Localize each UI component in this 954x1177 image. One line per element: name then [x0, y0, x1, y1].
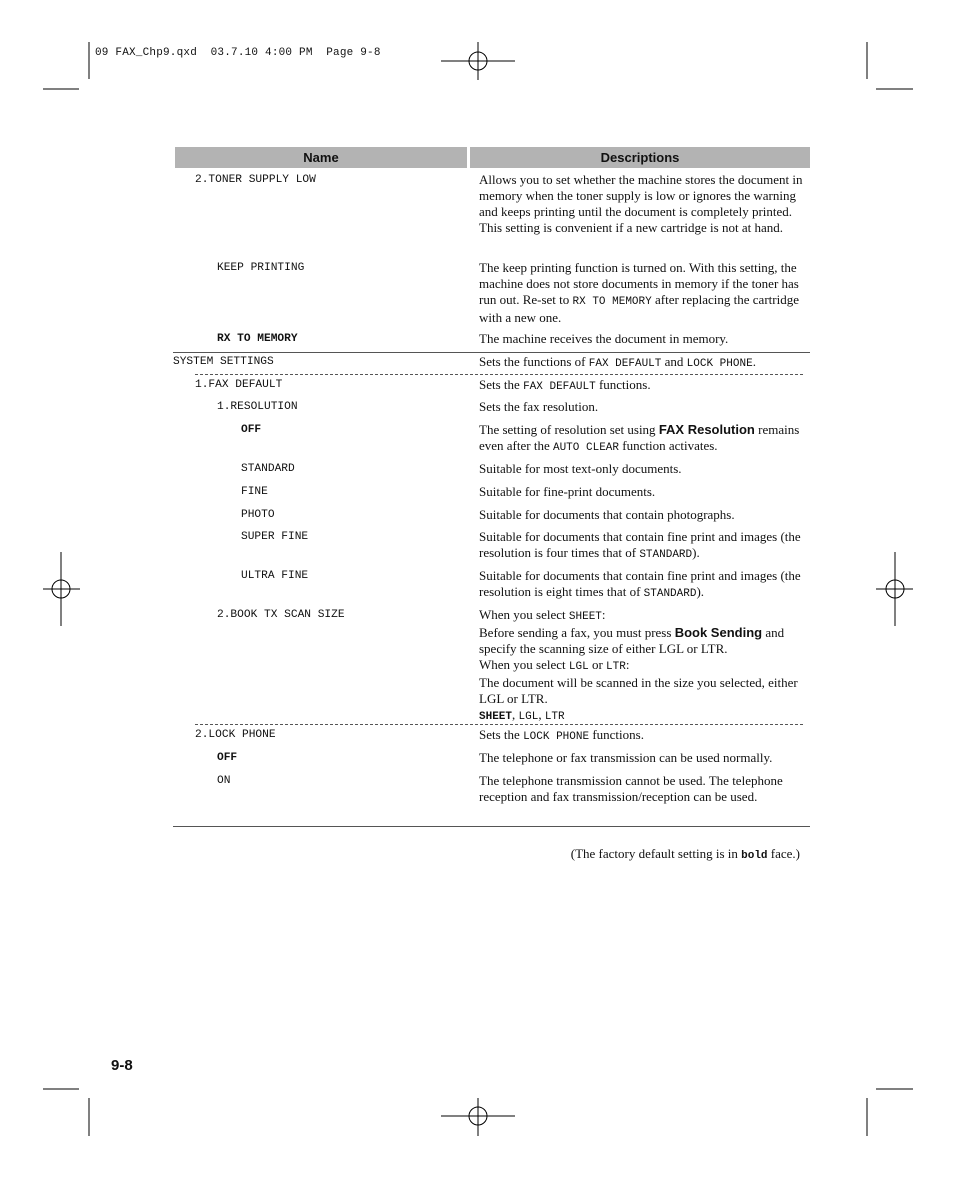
row-desc-resolution: Sets the fax resolution. — [479, 399, 599, 414]
row-desc-photo: Suitable for documents that contain photographs. — [479, 507, 735, 522]
row-name-toner-supply-low: 2.TONER SUPPLY LOW — [195, 174, 316, 186]
header-descriptions: Descriptions — [470, 147, 810, 168]
row-name-standard: STANDARD — [241, 463, 295, 475]
row-desc-resolution-off: The setting of resolution set using FAX Resolution remains even after the AUTO CLEAR function activates. — [479, 422, 800, 454]
header-name: Name — [175, 147, 467, 168]
row-name-rx-to-memory: RX TO MEMORY — [217, 333, 298, 345]
registration-mark-bottom — [441, 1098, 515, 1136]
row-name-ultra-fine: ULTRA FINE — [241, 570, 309, 582]
row-name-lock-phone: 2.LOCK PHONE — [195, 729, 276, 741]
row-desc-lock-on: The telephone transmission cannot be used. The telephone reception and fax transmission/reception can be used. — [479, 773, 783, 804]
row-name-keep-printing: KEEP PRINTING — [217, 262, 305, 274]
row-desc-ultra-fine: Suitable for documents that contain fine print and images (the resolution is eight times that of STANDARD). — [479, 568, 801, 600]
page-number: 9-8 — [111, 1057, 133, 1074]
row-desc-lock-phone: Sets the LOCK PHONE functions. — [479, 727, 644, 743]
footnote: (The factory default setting is in bold face.) — [570, 846, 800, 862]
row-desc-toner-supply-low: Allows you to set whether the machine stores the document in memory when the toner supply is low or ignores the warning and keeps printing until the document is completely printed. This setting is convenient if a new cartridge is not at hand. — [479, 172, 803, 235]
table-bottom-rule — [173, 826, 810, 827]
row-name-lock-on: ON — [217, 775, 231, 787]
row-name-lock-off: OFF — [217, 752, 238, 764]
row-name-system-settings: SYSTEM SETTINGS — [173, 356, 274, 368]
row-desc-book-tx-scan-size: When you select SHEET: Before sending a fax, you must press Book Sending and specify the scanning size of either LGL or LTR. When you select LGL or LTR: The document will be scanned in the size you selected, either LGL or LTR. SHEET, LGL, LTR — [479, 607, 798, 723]
registration-mark-right — [876, 552, 913, 626]
row-desc-standard: Suitable for most text-only documents. — [479, 461, 682, 476]
dashed-divider — [195, 724, 803, 725]
file-slug: 09 FAX_Chp9.qxd 03.7.10 4:00 PM Page 9-8 — [95, 47, 381, 59]
row-desc-system-settings: Sets the functions of FAX DEFAULT and LOCK PHONE. — [479, 354, 756, 370]
row-desc-keep-printing: The keep printing function is turned on. With this setting, the machine does not store documents in memory if the toner has run out. Re-set to RX TO MEMORY after replacing the cartridge with a new one. — [479, 260, 799, 325]
row-desc-lock-off: The telephone or fax transmission can be used normally. — [479, 750, 773, 765]
registration-mark-top — [441, 42, 515, 80]
dashed-divider — [195, 374, 803, 375]
row-desc-fine: Suitable for fine-print documents. — [479, 484, 656, 499]
row-desc-fax-default: Sets the FAX DEFAULT functions. — [479, 377, 651, 393]
row-desc-super-fine: Suitable for documents that contain fine print and images (the resolution is four times that of STANDARD). — [479, 529, 801, 561]
row-name-photo: PHOTO — [241, 509, 275, 521]
row-name-super-fine: SUPER FINE — [241, 531, 309, 543]
row-name-fax-default: 1.FAX DEFAULT — [195, 379, 283, 391]
registration-mark-left — [43, 552, 80, 626]
row-name-resolution: 1.RESOLUTION — [217, 401, 298, 413]
row-name-book-tx-scan-size: 2.BOOK TX SCAN SIZE — [217, 609, 345, 621]
row-name-fine: FINE — [241, 486, 268, 498]
row-desc-rx-to-memory: The machine receives the document in memory. — [479, 331, 729, 346]
row-name-resolution-off: OFF — [241, 424, 262, 436]
section-divider — [173, 352, 810, 353]
